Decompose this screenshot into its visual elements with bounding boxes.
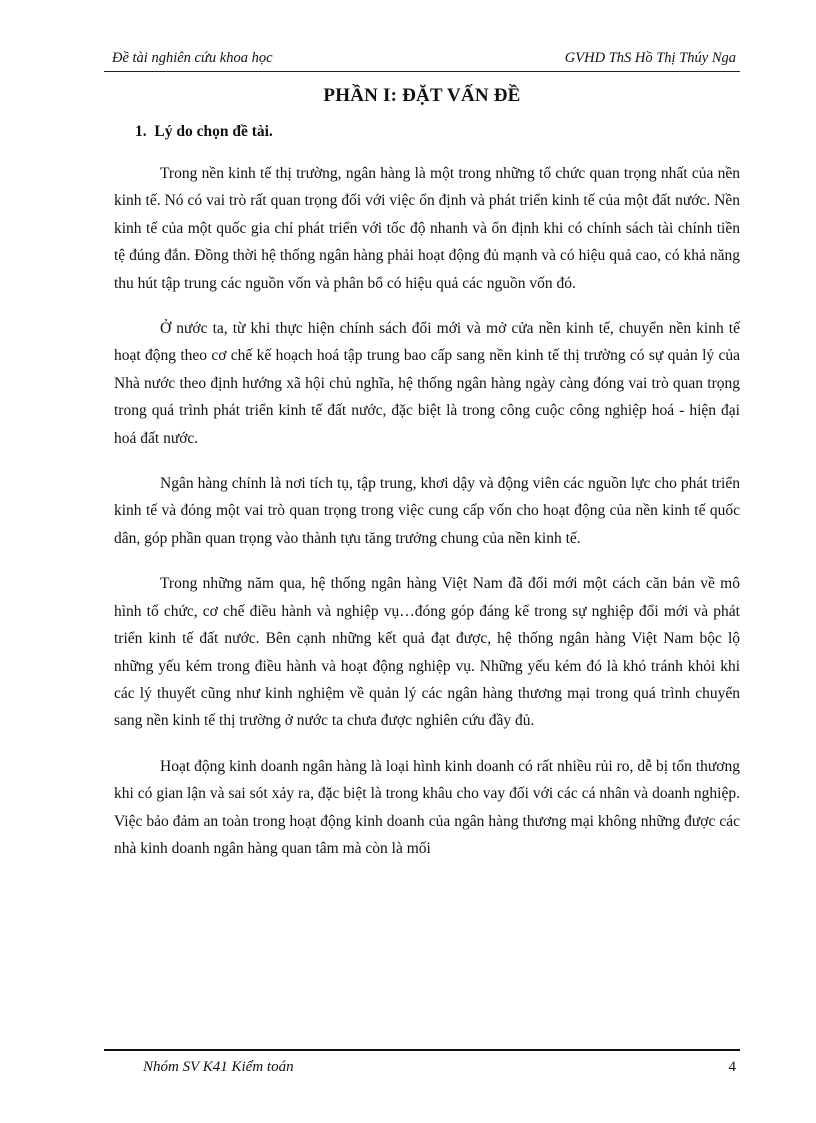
section-heading-text: Lý do chọn đề tài. bbox=[154, 123, 273, 140]
header-divider bbox=[104, 71, 740, 72]
page-title: PHẦN I: ĐẶT VẤN ĐỀ bbox=[323, 85, 521, 106]
header-left-text: Đề tài nghiên cứu khoa học bbox=[112, 50, 273, 66]
footer-left-text: Nhóm SV K41 Kiểm toán bbox=[143, 1059, 294, 1075]
paragraph: Hoạt động kinh doanh ngân hàng là loại hình kinh doanh có rất nhiều rủi ro, dễ bị tổn thương khi có gian lận và sai sót xảy ra, đặc biệt là trong khâu cho vay đối với các cá nhân và doanh nghiệp. Việc bảo đảm an toàn trong hoạt động kinh doanh của ngân hàng thương mại không những được các nhà kinh doanh ngân hàng quan tâm mà còn là mối bbox=[114, 757, 740, 857]
header-right-text: GVHD ThS Hồ Thị Thúy Nga bbox=[564, 50, 736, 66]
paragraph: Ở nước ta, từ khi thực hiện chính sách đổi mới và mở cửa nền kinh tế, chuyển nền kinh tế hoạt động theo cơ chế kế hoạch hoá tập trung bao cấp sang nền kinh tế thị trường có sự quản lý của Nhà nước theo định hướng xã hội chủ nghĩa, hệ thống ngân hàng ngày càng đóng vai trò quan trọng trong quá trình phát triển kinh tế đất nước, đặc biệt là trong công cuộc công nghiệp hoá - hiện đại hoá đất nước. bbox=[114, 320, 740, 447]
paragraph: Ngân hàng chính là nơi tích tụ, tập trung, khơi dậy và động viên các nguồn lực cho phát triển kinh tế và đóng một vai trò quan trọng trong việc cung cấp vốn cho hoạt động của nền kinh tế quốc dân, góp phần quan trọng vào thành tựu tăng trưởng chung của nền kinh tế. bbox=[114, 475, 740, 547]
page-header bbox=[106, 48, 738, 70]
section-number: 1. bbox=[135, 123, 147, 140]
page-footer bbox=[104, 1059, 740, 1081]
paragraph: Trong những năm qua, hệ thống ngân hàng Việt Nam đã đổi mới một cách căn bản về mô hình tổ chức, cơ chế điều hành và nghiệp vụ…đóng góp đáng kể trong sự nghiệp đổi mới và phát triển kinh tế đất nước. Bên cạnh những kết quả đạt được, hệ thống ngân hàng Việt Nam bộc lộ những yếu kém trong điều hành và hoạt động nghiệp vụ. Những yếu kém đó là khó tránh khỏi khi các lý thuyết cũng như kinh nghiệm về quản lý các ngân hàng thương mại trong quá trình chuyển sang nền kinh tế thị trường ở nước ta chưa được nghiên cứu đầy đủ. bbox=[114, 575, 740, 730]
section-heading bbox=[135, 123, 273, 141]
paragraph: Trong nền kinh tế thị trường, ngân hàng là một trong những tổ chức quan trọng nhất của nền kinh tế. Nó có vai trò rất quan trọng đối với việc ổn định và phát triển kinh tế của một đất nước. Nền kinh tế của một quốc gia chỉ phát triển với tốc độ nhanh và ổn định khi có chính sách tài chính tiền tệ đúng đắn. Đồng thời hệ thống ngân hàng phải hoạt động đủ mạnh và có hiệu quả cao, có khả năng thu hút tập trung các nguồn vốn và phân bổ có hiệu quả các nguồn vốn đó. bbox=[114, 165, 740, 292]
page-number: 4 bbox=[728, 1059, 736, 1075]
footer-divider bbox=[104, 1049, 740, 1051]
body-text bbox=[114, 160, 740, 880]
